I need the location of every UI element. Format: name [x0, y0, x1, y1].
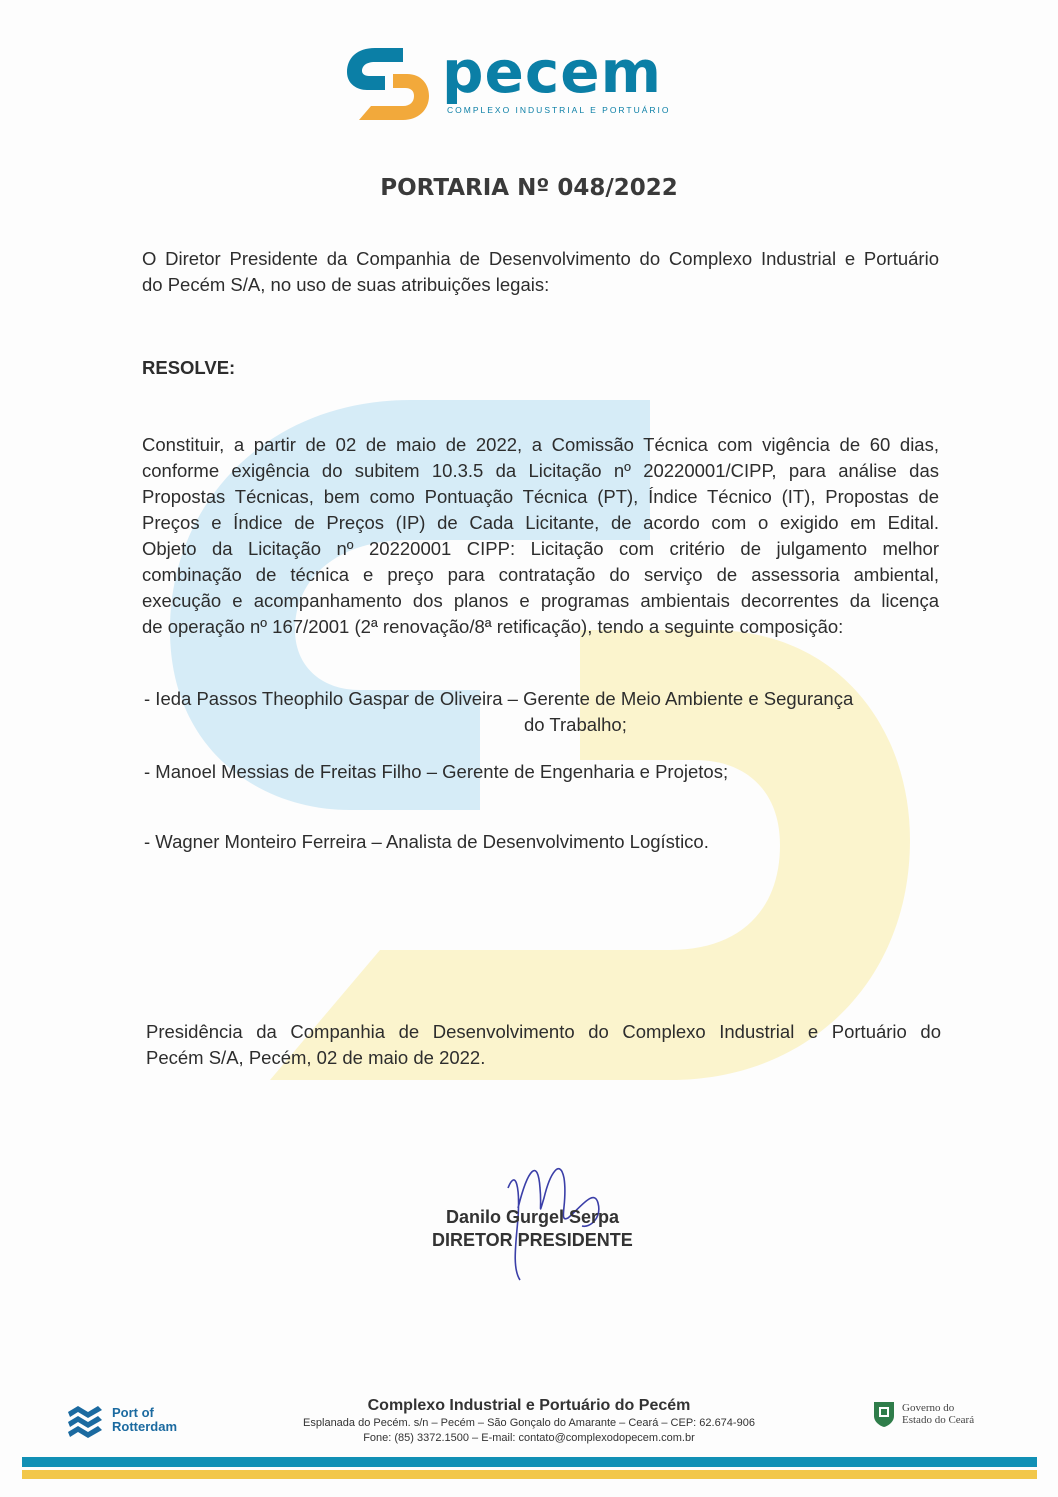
body-line: Preços e Índice de Preços (IP) de Cada Licitante, de acordo com o exigido em Edital.	[142, 512, 939, 533]
member-line-continued: do Trabalho;	[524, 714, 627, 735]
pecem-logo	[345, 38, 705, 124]
logo-subtitle: COMPLEXO INDUSTRIAL E PORTUÁRIO	[447, 105, 671, 115]
member-item	[144, 829, 709, 855]
footer-blue-bar	[22, 1457, 1037, 1467]
resolve-heading: RESOLVE:	[142, 357, 236, 378]
logo-wordmark: pecem	[442, 38, 663, 106]
rotterdam-line: Port of	[112, 1405, 154, 1420]
footer-contact: Fone: (85) 3372.1500 – E-mail: contato@complexodopecem.com.br	[363, 1432, 695, 1444]
closing-line: Presidência da Companhia de Desenvolvimento do Complexo Industrial e Portuário do	[146, 1021, 941, 1042]
pecem-mark-icon	[345, 44, 431, 124]
document-title: PORTARIA Nº 048/2022	[380, 175, 678, 201]
member-line: - Manoel Messias de Freitas Filho – Gerente de Engenharia e Projetos;	[144, 761, 729, 782]
signatory-name: Danilo Gurgel Serpa	[446, 1207, 620, 1227]
ceara-coat-of-arms-icon	[872, 1398, 896, 1428]
signatory-title: DIRETOR PRESIDENTE	[432, 1230, 633, 1250]
body-line: combinação de técnica e preço para contratação do serviço de assessoria ambiental,	[142, 564, 939, 585]
rotterdam-line: Rotterdam	[112, 1419, 178, 1434]
member-item	[144, 686, 853, 738]
member-line: - Ieda Passos Theophilo Gaspar de Oliveira – Gerente de Meio Ambiente e Segurança	[144, 688, 854, 709]
governo-text	[902, 1402, 974, 1426]
body-line: de operação nº 167/2001 (2ª renovação/8ª retificação), tendo a seguinte composição:	[142, 616, 844, 637]
closing-line: Pecém S/A, Pecém, 02 de maio de 2022.	[146, 1047, 486, 1068]
intro-line: O Diretor Presidente da Companhia de Desenvolvimento do Complexo Industrial e Portuário	[142, 248, 939, 269]
intro-paragraph	[142, 246, 939, 298]
intro-line: do Pecém S/A, no uso de suas atribuições legais:	[142, 274, 550, 295]
body-line: Objeto da Licitação nº 20220001 CIPP: Licitação com critério de julgamento melhor	[142, 538, 939, 559]
closing-paragraph	[146, 1019, 941, 1071]
member-line: - Wagner Monteiro Ferreira – Analista de Desenvolvimento Logístico.	[144, 831, 709, 852]
footer-yellow-bar	[22, 1470, 1037, 1479]
body-paragraph	[142, 432, 939, 640]
body-line: Propostas Técnicas, bem como Pontuação Técnica (PT), Índice Técnico (IT), Propostas de	[142, 486, 939, 507]
body-line: Constituir, a partir de 02 de maio de 2022, a Comissão Técnica com vigência de 60 dias,	[142, 434, 939, 455]
governo-line: Estado do Ceará	[902, 1414, 975, 1426]
governo-line: Governo do	[902, 1402, 955, 1414]
governo-ceara-logo	[872, 1398, 1002, 1438]
member-item	[144, 759, 728, 785]
footer-address: Esplanada do Pecém. s/n – Pecém – São Gonçalo do Amarante – Ceará – CEP: 62.674-906	[303, 1417, 755, 1429]
footer-company: Complexo Industrial e Portuário do Pecém	[367, 1397, 691, 1414]
body-line: execução e acompanhamento dos planos e programas ambientais decorrentes da licença	[142, 590, 939, 611]
body-line: conforme exigência do subitem 10.3.5 da Licitação nº 20220001/CIPP, para análise das	[142, 460, 939, 481]
